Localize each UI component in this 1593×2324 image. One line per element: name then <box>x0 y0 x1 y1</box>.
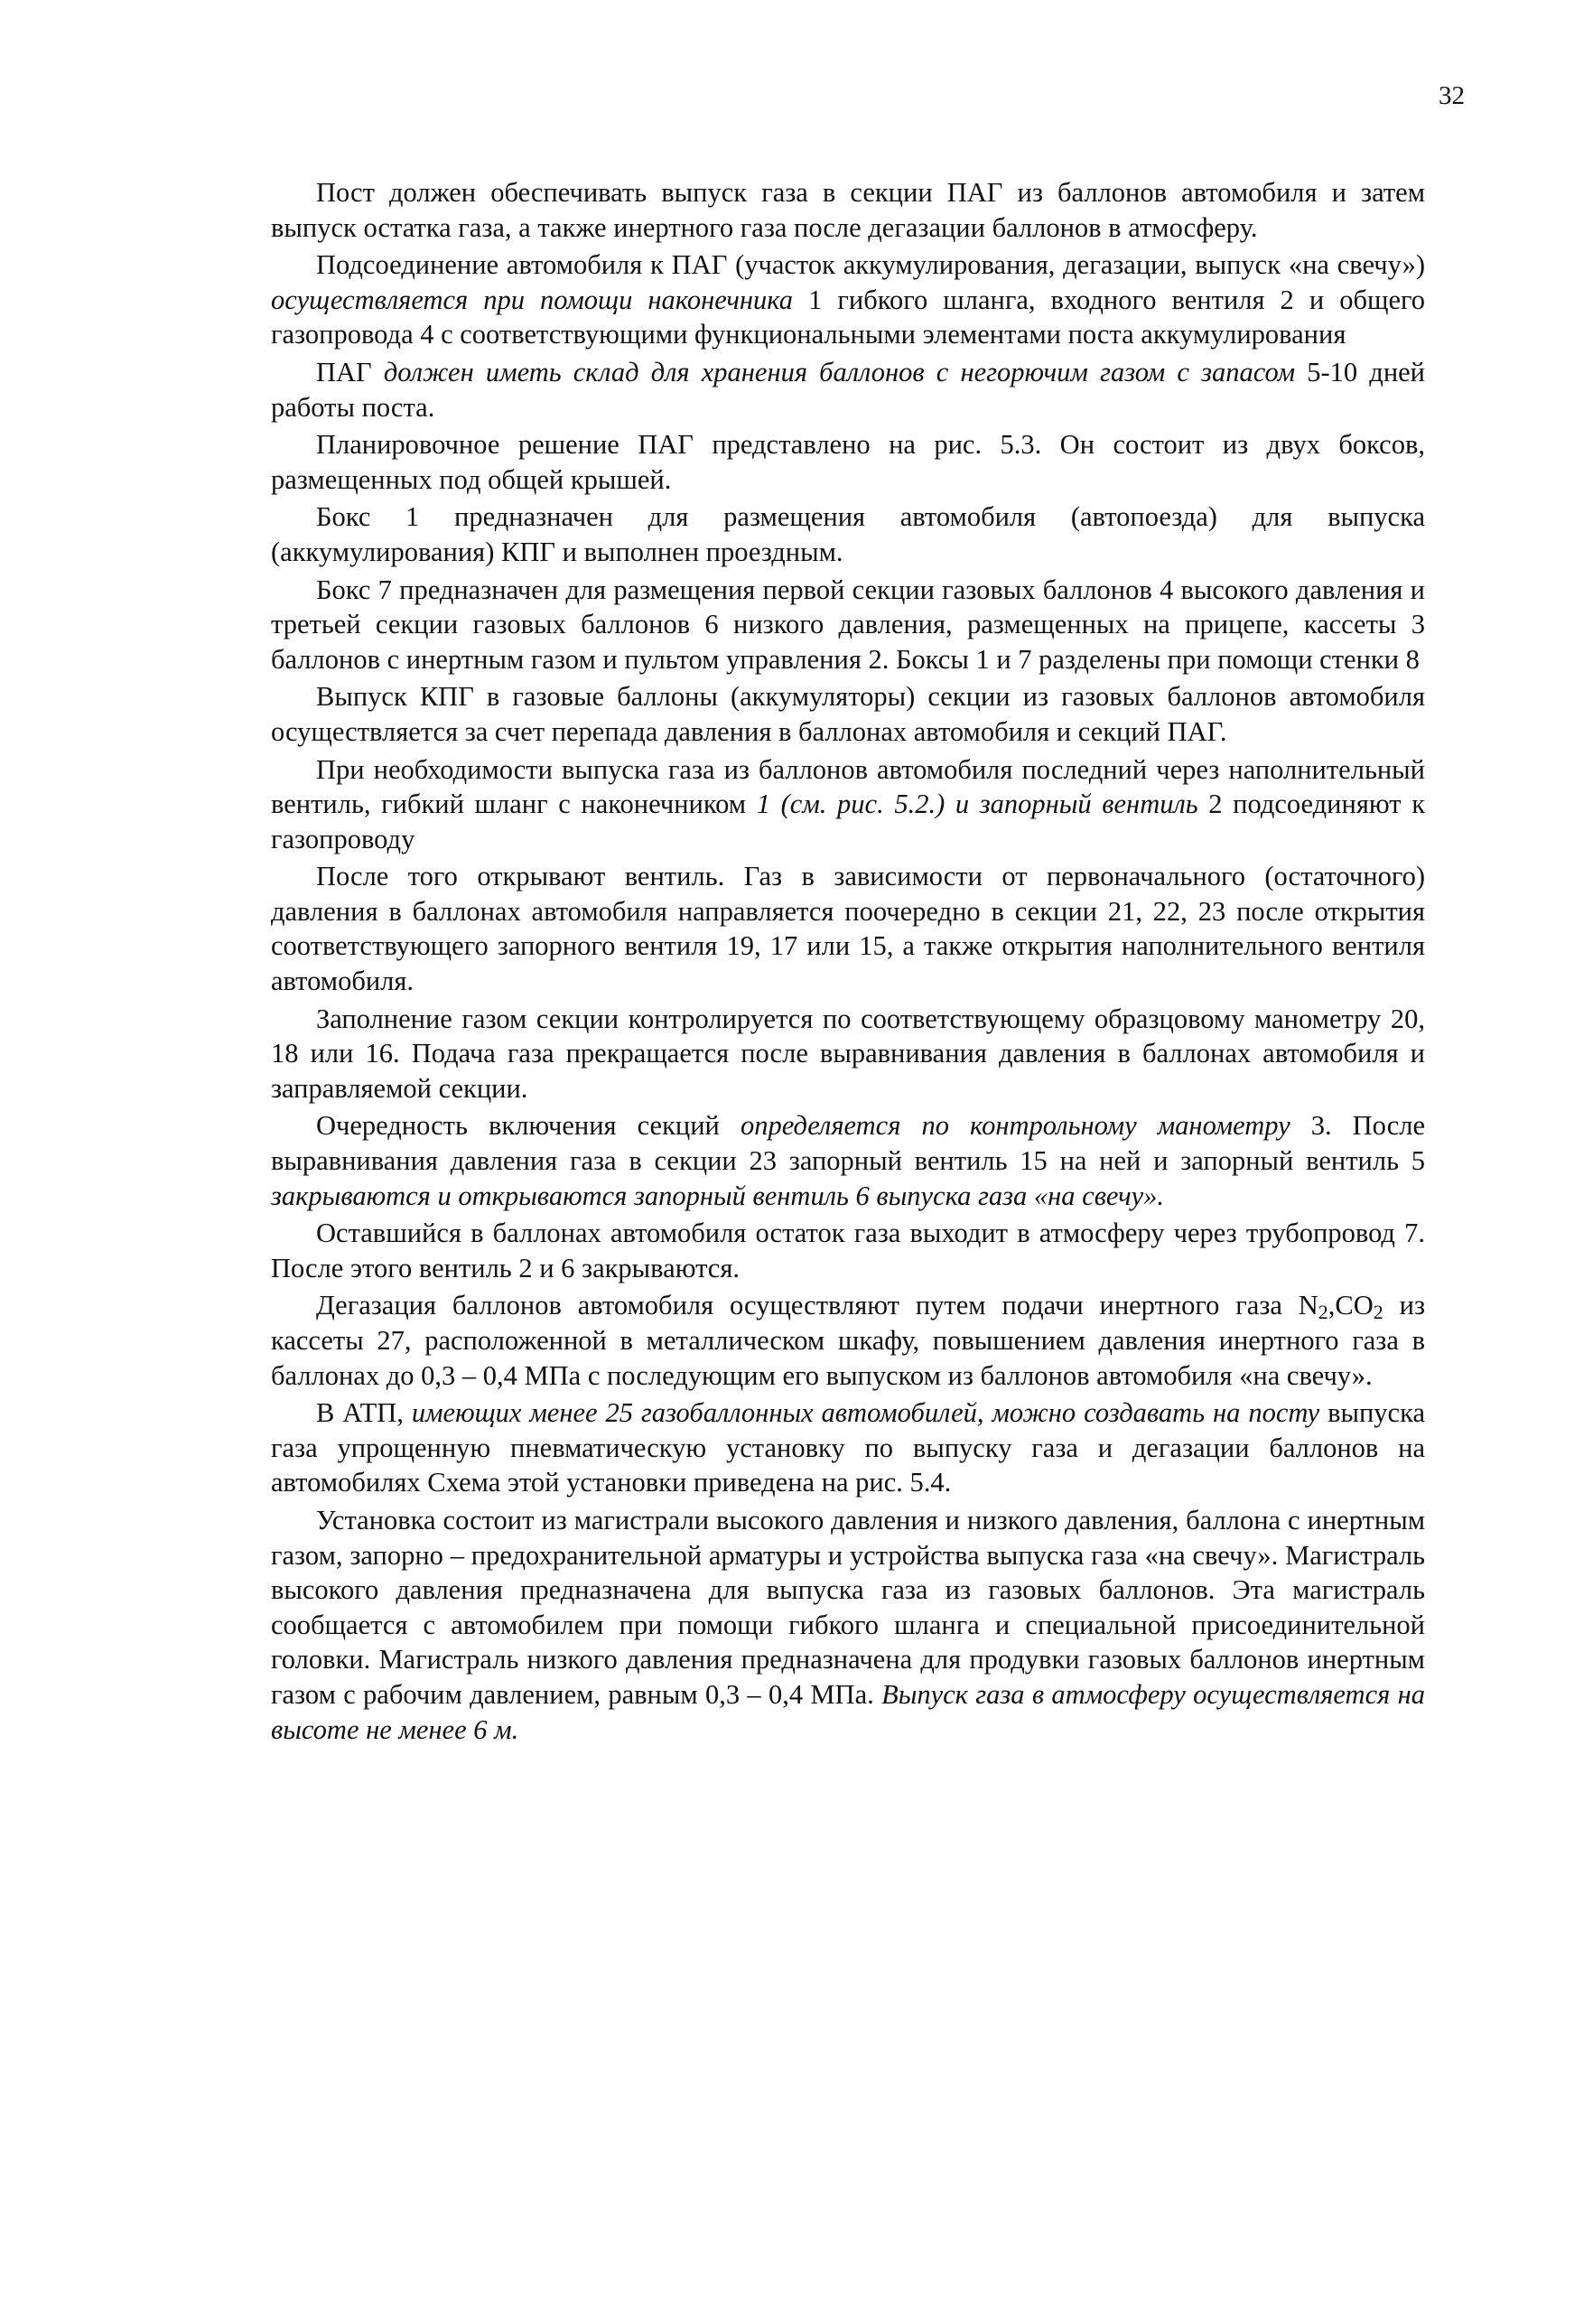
paragraph-13: Дегазация баллонов автомобиля осуществляют путем подачи инертного газа $N_2,CO_2$ из кассеты 27, расположенной в металлическом шкафу, повышением давления инертного газа в баллонах до 0,3 – 0,4 МПа с последующим его выпуском из баллонов автомобиля «на свечу». <box>271 1290 1425 1391</box>
paragraph-12: Оставшийся в баллонах автомобиля остаток газа выходит в атмосферу через трубопровод 7. После этого вентиль 2 и 6 закрываются. <box>271 1218 1425 1283</box>
paragraph-10: Заполнение газом секции контролируется по соответствующему образцовому манометру 20, 18 или 16. Подача газа прекращается после выравнивания давления в баллонах автомобиля и заправляемой секции. <box>271 1003 1425 1104</box>
paragraph-3: ПАГ должен иметь склад для хранения баллонов с негорючим газом с запасом 5-10 дней работы поста. <box>271 356 1425 423</box>
paragraph-11: Очередность включения секций определяется по контрольному манометру 3. После выравнивания давления газа в секции 23 запорный вентиль 15 на ней и запорный вентиль 5 закрываются и открываются запорный вентиль 6 выпуска газа «на свечу». <box>271 1110 1425 1211</box>
paragraph-4: Планировочное решение ПАГ представлено на рис. 5.3. Он состоит из двух боксов, размещенных под общей крышей. <box>271 429 1425 495</box>
paragraph-6: Бокс 7 предназначен для размещения первой секции газовых баллонов 4 высокого давления и третьей секции газовых баллонов 6 низкого давления, размещенных на прицепе, кассеты 3 баллонов с инертным газом и пультом управления 2. Боксы 1 и 7 разделены при помощи стенки 8 <box>271 574 1425 675</box>
paragraph-14: В АТП, имеющих менее 25 газобаллонных автомобилей, можно создавать на посту выпуска газа упрощенную пневматическую установку по выпуску газа и дегазации баллонов на автомобилях Схема этой установки приведена на рис. 5.4. <box>271 1397 1425 1498</box>
page-number: 32 <box>1439 81 1465 110</box>
paragraph-8: При необходимости выпуска газа из баллонов автомобиля последний через наполнительный вентиль, гибкий шланг с наконечником 1 (см. рис. 5.2.) и запорный вентиль 2 подсоединяют к газопроводу <box>271 753 1426 854</box>
paragraph-9: После того открывают вентиль. Газ в зависимости от первоначального (остаточного) давления в баллонах автомобиля направляется поочередно в секции 21, 22, 23 после открытия соответствующего запорного вентиля 19, 17 или 15, а также открытия наполнительного вентиля автомобиля. <box>271 861 1425 997</box>
paragraph-15: Установка состоит из магистрали высокого давления и низкого давления, баллона с инертным газом, запорно – предохранительной арматуры и устройства выпуска газа «на свечу». Магистраль высокого давления предназначена для выпуска газа из газовых баллонов. Эта магистраль сообщается с автомобилем при помощи гибкого шланга и специальной присоединительной головки. Магистраль низкого давления предназначена для продувки газовых баллонов инертным газом с рабочим давлением, равным 0,3 – 0,4 МПа. Выпуск газа в атмосферу осуществляется на высоте не менее 6 м. <box>271 1504 1425 1745</box>
paragraph-5: Бокс 1 предназначен для размещения автомобиля (автопоезда) для выпуска (аккумулирования) КПГ и выполнен проездным. <box>271 501 1425 567</box>
paragraph-1: Пост должен обеспечивать выпуск газа в секции ПАГ из баллонов автомобиля и затем выпуск остатка газа, а также инертного газа после дегазации баллонов в атмосферу. <box>271 177 1425 243</box>
paragraph-2: Подсоединение автомобиля к ПАГ (участок аккумулирования, дегазации, выпуск «на свечу») осуществляется при помощи наконечника 1 гибкого шланга, входного вентиля 2 и общего газопровода 4 с соответствующими функциональными элементами поста аккумулирования <box>271 249 1425 350</box>
body-text <box>271 175 1425 1750</box>
paragraph-7: Выпуск КПГ в газовые баллоны (аккумуляторы) секции из газовых баллонов автомобиля осуществляется за счет перепада давления в баллонах автомобиля и секций ПАГ. <box>271 681 1425 747</box>
